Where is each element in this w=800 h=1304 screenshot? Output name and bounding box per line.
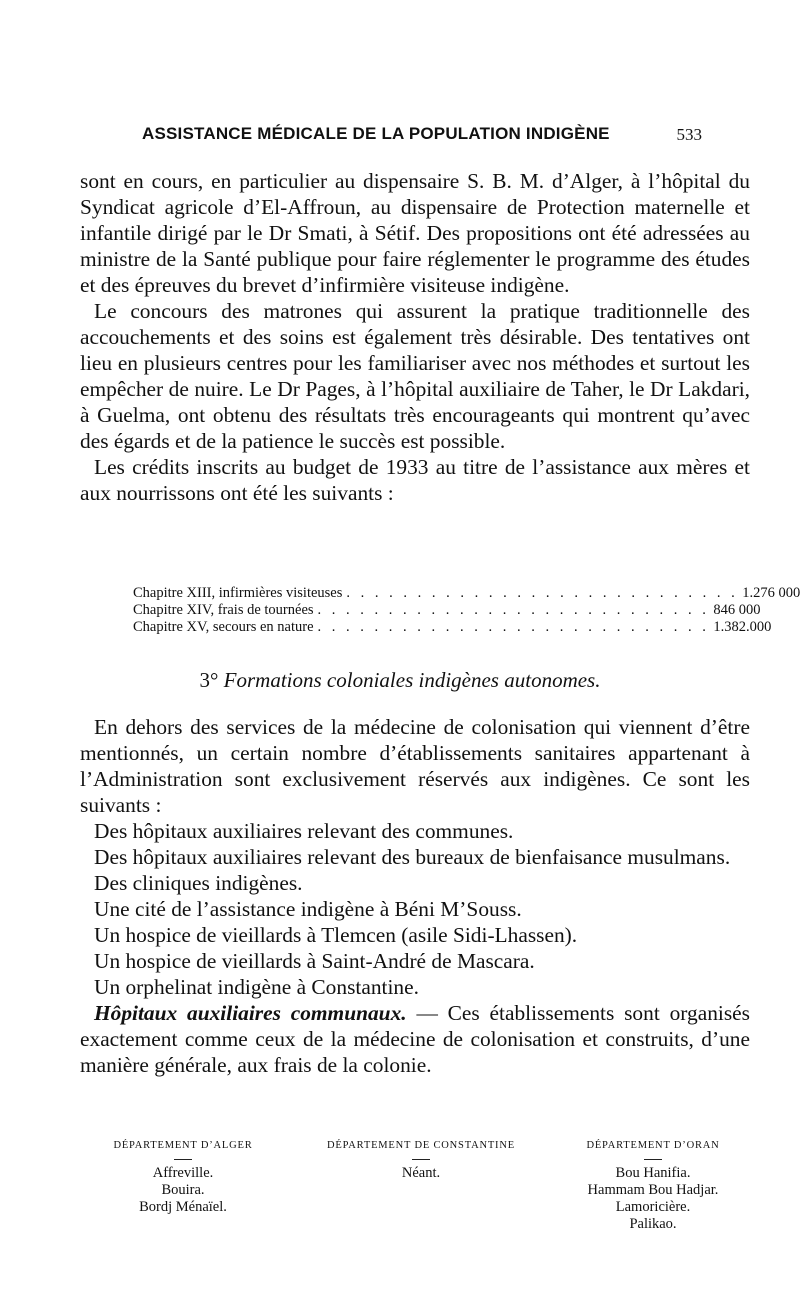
institution-item: Une cité de l’assistance indigène à Béni M’Souss.	[94, 897, 522, 921]
section-title: Formations coloniales indigènes autonomes.	[223, 668, 601, 692]
credit-row	[133, 585, 800, 602]
institution-item: Un hospice de vieillards à Tlemcen (asile Sidi-Lhassen).	[94, 923, 578, 947]
paragraph-4: En dehors des services de la médecine de colonisation qui viennent d’être mentionnés, un certain nombre d’établissements sanitaires appartenant à l’Administration sont exclusivement réservés aux indigènes. Ce sont les suivants :	[80, 715, 750, 817]
department-item: Lamoricière.	[615, 1199, 691, 1215]
paragraph-5-lead: Hôpitaux auxiliaires communaux.	[94, 1001, 407, 1025]
credit-value: 1.276 000	[742, 585, 800, 601]
paragraph-block-2	[80, 714, 750, 1078]
paragraph-1: sont en cours, en particulier au dispensaire S. B. M. d’Alger, à l’hôpital du Syndicat agricole d’El-Affroun, au dispensaire de Protection maternelle et infantile dirigé par le Dr Smati, à Sétif. Des propositions ont été adressées au ministre de la Santé publique pour faire réglementer le programme des études et des épreuves du brevet d’infirmière visiteuse indigène.	[80, 169, 750, 297]
credit-label: Chapitre XIII, infirmières visiteuses	[133, 585, 343, 601]
department-item: Bordj Ménaïel.	[139, 1199, 227, 1215]
credit-value: 1.382.000	[713, 619, 772, 635]
departments-columns	[88, 1140, 748, 1250]
page-number: 533	[676, 125, 702, 144]
department-item: Bouira.	[161, 1182, 205, 1198]
running-title: ASSISTANCE MÉDICALE DE LA POPULATION INDIGÈNE	[142, 124, 610, 143]
divider	[412, 1159, 430, 1160]
section-number: 3°	[199, 668, 219, 692]
credit-value: 846 000	[713, 602, 761, 618]
institution-item: Des cliniques indigènes.	[94, 871, 303, 895]
department-constantine	[306, 1140, 536, 1182]
paragraph-5	[80, 1000, 750, 1078]
department-item: Bou Hanifia.	[615, 1165, 691, 1181]
paragraph-2: Le concours des matrones qui assurent la pratique traditionnelle des accouchements et des soins est également très désirable. Des tentatives ont lieu en plusieurs centres pour les familiariser avec nos méthodes et surtout les empêcher de nuire. Le Dr Pages, à l’hôpital auxiliaire de Taher, le Dr Lakdari, à Guelma, ont obtenu des résultats très encourageants qui montrent qu’avec des égards et de la patience le succès est possible.	[80, 299, 750, 453]
department-heading: DÉPARTEMENT D’ORAN	[586, 1140, 720, 1151]
department-heading: DÉPARTEMENT DE CONSTANTINE	[327, 1140, 515, 1151]
leader-dots: . . . . . . . . . . . . . . . . . . . . . . . . . . . .	[346, 585, 739, 601]
paragraph-block-1	[80, 168, 750, 506]
institution-item: Un hospice de vieillards à Saint-André de Mascara.	[94, 949, 535, 973]
department-alger	[88, 1140, 278, 1216]
leader-dots: . . . . . . . . . . . . . . . . . . . . . . . . . . . .	[317, 602, 710, 618]
institution-item: Un orphelinat indigène à Constantine.	[94, 975, 419, 999]
divider	[644, 1159, 662, 1160]
paragraph-5-text: — Ces établissements sont organisés exactement comme ceux de la médecine de colonisation et construits, d’une manière générale, aux frais de la colonie.	[80, 1001, 750, 1077]
section-heading	[0, 668, 800, 693]
institution-item: Des hôpitaux auxiliaires relevant des communes.	[94, 819, 514, 843]
department-heading: DÉPARTEMENT D’ALGER	[113, 1140, 253, 1151]
department-item: Affreville.	[152, 1165, 214, 1181]
leader-dots: . . . . . . . . . . . . . . . . . . . . . . . . . . . .	[317, 619, 710, 635]
paragraph-3: Les crédits inscrits au budget de 1933 au titre de l’assistance aux mères et aux nourrissons ont été les suivants :	[80, 455, 750, 505]
department-oran	[558, 1140, 748, 1233]
credit-label: Chapitre XIV, frais de tournées	[133, 602, 314, 618]
page-header	[142, 124, 702, 146]
department-item: Palikao.	[629, 1216, 677, 1232]
credit-label: Chapitre XV, secours en nature	[133, 619, 314, 635]
credits-table	[133, 585, 800, 636]
divider	[174, 1159, 192, 1160]
credit-row	[133, 602, 761, 619]
credit-row	[133, 619, 772, 636]
institution-item: Des hôpitaux auxiliaires relevant des bureaux de bienfaisance musulmans.	[94, 845, 731, 869]
department-item: Hammam Bou Hadjar.	[587, 1182, 719, 1198]
department-item: Néant.	[401, 1165, 441, 1181]
